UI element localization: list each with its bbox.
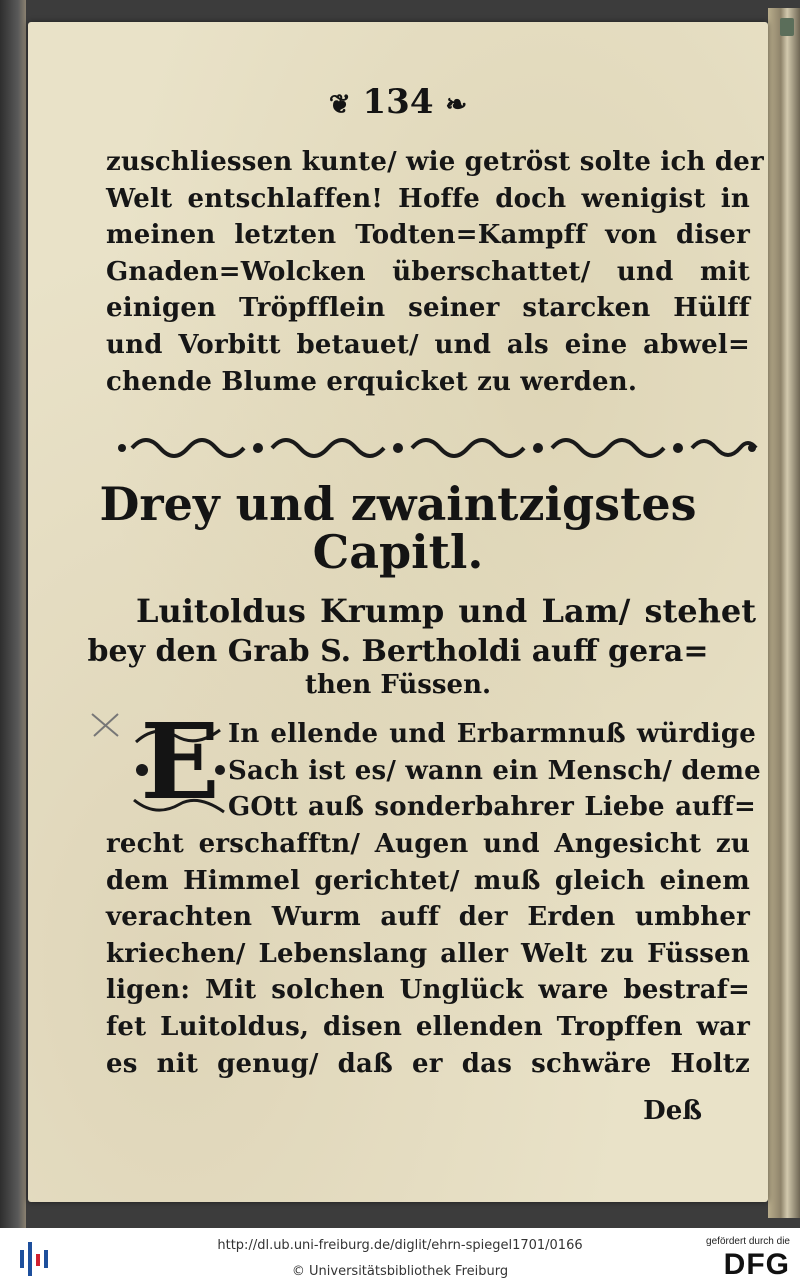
chapter-title-line-2: Capitl. [312,525,484,579]
paragraph-2-indented [228,716,761,826]
ornamental-divider [108,430,758,466]
text-line: In ellende und Erbarmnuß würdige [228,719,756,749]
viewer-footer [0,1228,800,1286]
text-line: fet Luitoldus, disen ellenden Tropffen war [106,1011,750,1042]
chapter-subtitle-line-2: bey den Grab S. Bertholdi auff gera= [87,634,709,669]
text-line: Sach ist es/ wann ein Mensch/ deme [228,755,761,786]
text-line: und Vorbitt betauet/ und als eine abwel= [106,329,750,360]
text-line: zuschliessen kunte/ wie getröst solte ich der [106,147,764,177]
text-line: dem Himmel gerichtet/ muß gleich einem [106,865,750,896]
ornament-right-icon: ❧ [445,90,468,120]
permalink-url[interactable]: http://dl.ub.uni-freiburg.de/diglit/ehrn-spiegel1701/0166 [217,1238,583,1253]
page-header [28,82,768,122]
book-page-edge [768,8,800,1218]
text-line: recht erschafftn/ Augen und Angesicht zu [106,829,750,859]
chapter-title-line-1: Drey und zwaintzigstes [99,477,697,531]
book-page [28,22,768,1202]
catchword: Deß [643,1096,702,1126]
text-line: kriechen/ Lebenslang aller Welt zu Füssen [106,938,750,969]
ornament-left-icon: ❦ [328,90,351,120]
book-spine-edge [0,0,26,1228]
dfg-logo: DFG [723,1248,790,1281]
text-line: einigen Tröpfflein seiner starcken Hülff [106,293,750,324]
drop-cap: E [140,700,220,823]
paragraph-2 [106,826,750,1082]
text-line: es nit genug/ daß er das schwäre Holtz [106,1048,750,1079]
chapter-subtitle-line-1: Luitoldus Krump und Lam/ stehet [136,592,756,630]
margin-x-mark-icon [88,710,122,740]
text-line: GOtt auß sonderbahrer Liebe auff= [228,792,756,823]
page-number: 134 [362,82,434,122]
text-line: chende Blume erquicket zu werden. [106,366,638,397]
paragraph-1 [106,144,764,400]
text-line: verachten Wurm auff der Erden umbher [106,902,750,933]
scan-tab [780,18,794,36]
chapter-subtitle-line-3: then Füssen. [304,670,492,700]
text-line: ligen: Mit solchen Unglück ware bestraf= [106,975,750,1006]
text-line: Gnaden=Wolcken überschattet/ und mit [106,256,750,287]
sponsor-label: gefördert durch die [706,1236,790,1247]
text-line: Welt entschlaffen! Hoffe doch wenigist in [106,183,750,214]
divider-ornament-icon [108,430,758,466]
text-line: meinen letzten Todten=Kampff von diser [106,220,750,251]
copyright-notice: © Universitätsbibliothek Freiburg [291,1264,509,1279]
